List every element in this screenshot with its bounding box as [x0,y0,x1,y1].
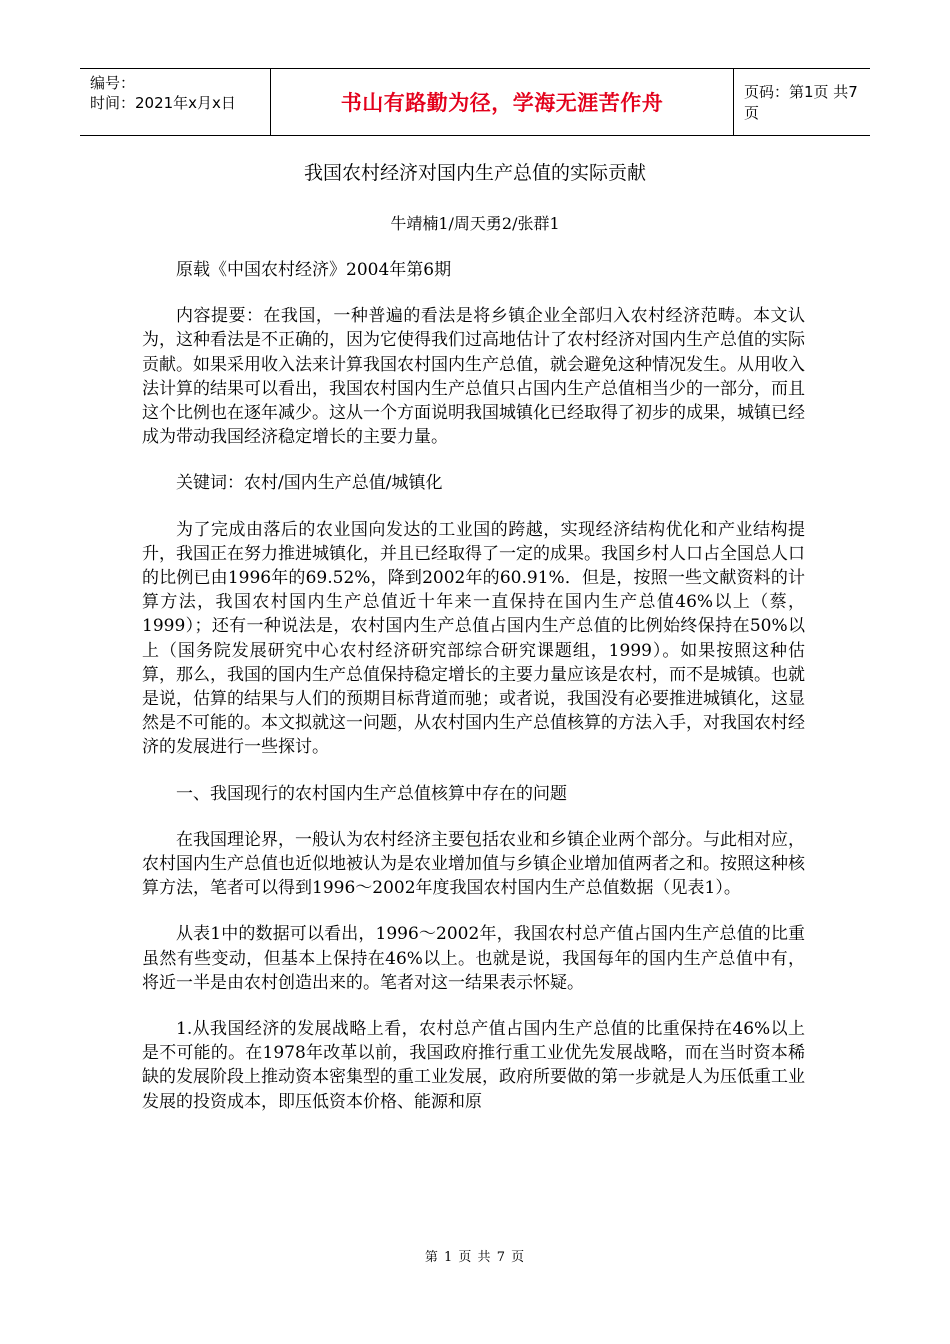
body-paragraph: 从表1中的数据可以看出，1996～2002年，我国农村总产值占国内生产总值的比重虽然有些变动，但基本上保持在46%以上。也就是说，我国每年的国内生产总值中有，将近一半是由农村创造出来的。笔者对这一结果表示怀疑。 [142,924,805,993]
page-header [80,68,870,136]
intro-paragraph: 为了完成由落后的农业国向发达的工业国的跨越，实现经济结构优化和产业结构提升，我国正在努力推进城镇化，并且已经取得了一定的成果。我国乡村人口占全国总人口的比例已由1996年的69.52%，降到2002年的60.91%．但是，按照一些文献资料的计算方法，我国农村国内生产总值近十年来一直保持在国内生产总值46%以上（蔡，1999）；还有一种说法是，农村国内生产总值占国内生产总值的比例始终保持在50%以上（国务院发展研究中心农村经济研究部综合研究课题组，1999）。如果按照这种估算，那么，我国的国内生产总值保持稳定增长的主要力量应该是农村，而不是城镇。也就是说，估算的结果与人们的预期目标背道而驰；或者说，我国没有必要推进城镇化，这显然是不可能的。本文拟就这一问题，从农村国内生产总值核算的方法入手，对我国农村经济的发展进行一些探讨。 [142,519,805,758]
section-heading: 一、我国现行的农村国内生产总值核算中存在的问题 [176,783,567,804]
header-page-info [734,69,870,135]
motto-text: 书山有路勤为径，学海无涯苦作舟 [340,91,664,115]
serial-number-label: 编号： [90,74,136,92]
time-label: 时间：2021年x月x日 [90,94,236,112]
header-motto-cell [270,69,734,135]
document-title: 我国农村经济对国内生产总值的实际贡献 [303,162,646,184]
source-line: 原载《中国农村经济》2004年第6期 [176,260,452,280]
body-paragraph: 在我国理论界，一般认为农村经济主要包括农业和乡镇企业两个部分。与此相对应，农村国内生产总值也近似地被认为是农业增加值与乡镇企业增加值两者之和。按照这种核算方法，笔者可以得到1996～2002年度我国农村国内生产总值数据（见表1）。 [142,829,805,899]
keywords-line: 关键词：农村/国内生产总值/城镇化 [176,473,443,494]
body-paragraph: 1.从我国经济的发展战略上看，农村总产值占国内生产总值的比重保持在46%以上是不可能的。在1978年改革以前，我国政府推行重工业优先发展战略，而在当时资本稀缺的发展阶段上推动资本密集型的重工业发展，政府所要做的第一步就是人为压低重工业发展的投资成本，即压低资本价格、能源和原 [142,1019,805,1112]
header-meta [80,69,270,135]
abstract-paragraph: 内容提要：在我国，一种普遍的看法是将乡镇企业全部归入农村经济范畴。本文认为，这种看法是不正确的，因为它使得我们过高地估计了农村经济对国内生产总值的实际贡献。如果采用收入法来计算我国农村国内生产总值，就会避免这种情况发生。从用收入法计算的结果可以看出，我国农村国内生产总值只占国内生产总值相当少的一部分，而且这个比例也在逐年减少。这从一个方面说明我国城镇化已经取得了初步的成果，城镇已经成为带动我国经济稳定增长的主要力量。 [142,306,805,448]
document-body [142,258,805,1136]
page-footer: 第 1 页 共 7 页 [424,1250,526,1265]
document-authors: 牛靖楠1/周天勇2/张群1 [390,214,560,233]
page-info-text: 页码：第1页 共7页 [744,83,858,122]
